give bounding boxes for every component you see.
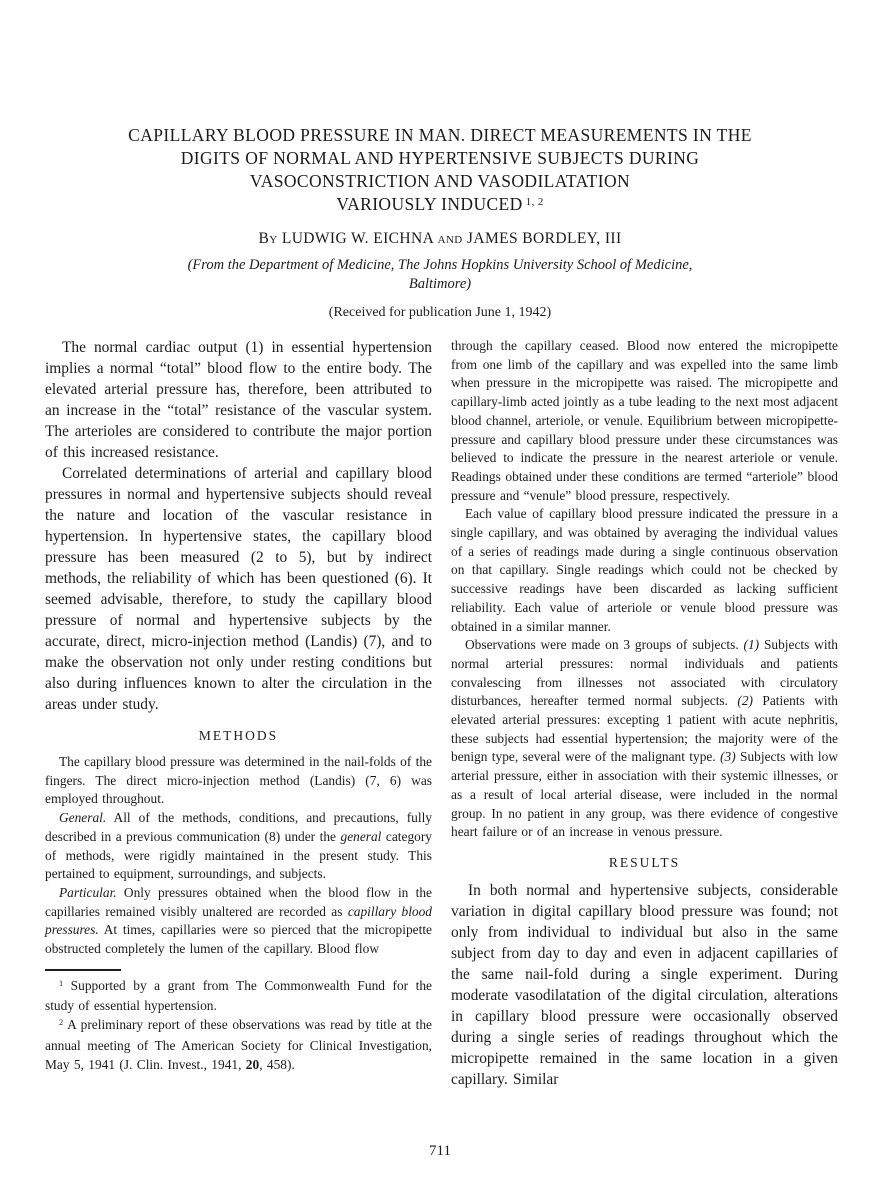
right-column bbox=[451, 337, 838, 1090]
section-heading-methods: METHODS bbox=[198, 728, 279, 743]
text-run: Particular. bbox=[59, 884, 117, 900]
left-column bbox=[45, 337, 432, 1090]
text-run: capillary blood pressures. bbox=[45, 903, 432, 938]
paper-title-line-4 bbox=[0, 193, 880, 219]
text-run: Each value of capillary blood pressure indicated the pressure in a single capillary, and was obtained by averaging the individual values of a series of readings made during a single continuous observation on that capillary. Single readings which could not be checked by successive readings have been discarded as lacking sufficient reliability. Each value of arteriole or venule blood pressure was obtained in a similar manner. bbox=[451, 506, 838, 634]
two-column-body bbox=[0, 337, 880, 1090]
text-run: through the capillary ceased. Blood now entered the micropipette from one limb of the capillary and was expelled into the same limb when pressure in the micropipette was raised. The micropipette and capillary-limb acted jointly as a tube leading to the next most adjacent blood channel, arteriole, or venule. Equilibrium between micropipette-pressure and capillary blood pressure under these circumstances was believed to indicate the pressure in the nearest arteriole or venule. Readings obtained under these conditions are termed “arteriole” blood pressure and “venule” blood pressure, respectively. bbox=[451, 338, 838, 503]
text-run: At times, capillaries were so pierced that the micropipette obstructed completely the lumen of the capillary. Blood flow bbox=[45, 922, 432, 957]
text-run: VARIOUSLY INDUCED bbox=[336, 194, 523, 214]
methods-continuation-paragraph bbox=[451, 337, 838, 505]
text-run: Supported by a grant from The Commonwealth Fund for the study of essential hypertension. bbox=[45, 977, 432, 1014]
text-run: LUDWIG W. EICHNA bbox=[277, 230, 438, 247]
text-run: VASOCONSTRICTION AND VASODILATATION bbox=[249, 171, 631, 191]
text-run: general bbox=[340, 828, 382, 844]
text-run: and bbox=[437, 230, 463, 247]
affiliation bbox=[0, 256, 880, 294]
text-run: (3) bbox=[720, 749, 736, 765]
text-run: 20 bbox=[245, 1056, 260, 1072]
footnote-separator bbox=[45, 969, 121, 971]
text-run: In both normal and hypertensive subjects, considerable variation in digital capillary blood pressure was found; not only from individual to individual but also in the same subject from day to day and even in adjacent capillaries of the same nail-fold during a single experiment. During moderate vasodilatation of the digital circulation, alterations in capillary blood pressure were occasionally observed during a single series of readings throughout which the micropipette remained in the same location in a given capillary. Similar bbox=[451, 881, 838, 1088]
superscript-marker: 1 bbox=[59, 979, 64, 988]
text-run: All of the methods, conditions, and precautions, fully described in a previous communication (8) under the bbox=[45, 810, 432, 844]
text-run: General. bbox=[59, 810, 107, 826]
superscript-marker: 1, 2 bbox=[522, 196, 544, 209]
text-run: Subjects with normal arterial pressures: normal individuals and patients convalescing from illnesses not associated with circulatory disturbances, hereafter termed normal subjects. bbox=[451, 637, 838, 709]
methods-paragraph-particular bbox=[45, 884, 432, 959]
methods-paragraph-1 bbox=[45, 753, 432, 809]
intro-paragraph-2 bbox=[45, 463, 432, 715]
paper-header bbox=[0, 0, 880, 321]
text-run: DIGITS OF NORMAL AND HYPERTENSIVE SUBJECTS DURING bbox=[180, 148, 700, 168]
affiliation-line-1: (From the Department of Medicine, The Johns Hopkins University School of Medicine, bbox=[187, 257, 693, 273]
paper-title-line-3 bbox=[0, 170, 880, 193]
page-number: 711 bbox=[429, 1143, 451, 1159]
text-run: JAMES BORDLEY, III bbox=[462, 230, 622, 247]
paper-title-line-2 bbox=[0, 147, 880, 170]
text-run: Patients with elevated arterial pressures: excepting 1 patient with acute nephritis, these subjects had essential hypertension; the majority were of the benign type, several were of the malignant type. bbox=[451, 693, 838, 765]
text-run: Correlated determinations of arterial and capillary blood pressures in normal and hypertensive subjects should reveal the nature and location of the vascular resistance in hypertension. In hypertensive states, the capillary blood pressure has been measured (2 to 5), but by indirect methods, the reliability of which has been questioned (6). It seemed advisable, therefore, to study the capillary blood pressure of normal and hypertensive subjects by the accurate, direct, micro-injection method (Landis) (7), and to make the observation not only under resting conditions but also during influences known to alter the circulation in the areas under study. bbox=[45, 465, 432, 713]
methods-paragraph-subject-groups bbox=[451, 636, 838, 842]
text-run: (2) bbox=[737, 693, 754, 709]
results-paragraph-1 bbox=[451, 880, 838, 1090]
text-run: CAPILLARY BLOOD PRESSURE IN MAN. DIRECT MEASUREMENTS IN THE bbox=[128, 125, 752, 145]
text-run: Observations were made on 3 groups of subjects. bbox=[465, 637, 744, 653]
footnote-2 bbox=[45, 1016, 432, 1074]
author-byline bbox=[0, 230, 880, 248]
methods-paragraph-general bbox=[45, 809, 432, 884]
paper-title-line-1 bbox=[0, 124, 880, 147]
received-date-line: (Received for publication June 1, 1942) bbox=[328, 305, 552, 320]
intro-paragraph-1 bbox=[45, 337, 432, 463]
text-run: The capillary blood pressure was determined in the nail-folds of the fingers. The direct micro-injection method (Landis) (7, 6) was employed throughout. bbox=[45, 754, 432, 807]
footnote-1 bbox=[45, 977, 432, 1016]
text-run: Only pressures obtained when the blood flow in the capillaries remained visibly unaltered are recorded as bbox=[45, 884, 432, 919]
text-run: category of methods, were rigidly maintained in the present study. This pertained to equipment, surroundings, and subjects. bbox=[45, 828, 432, 882]
text-run: By bbox=[258, 230, 278, 247]
affiliation-line-2: Baltimore) bbox=[408, 276, 472, 292]
text-run: The normal cardiac output (1) in essential hypertension implies a normal “total” blood flow to the entire body. The elevated arterial pressure has, therefore, been attributed to an increase in the “total” resistance of the vascular system. The arterioles are considered to contribute the major portion of this increased resistance. bbox=[45, 339, 432, 461]
section-heading-results: RESULTS bbox=[608, 854, 681, 870]
text-run: Subjects with low arterial pressure, either in association with their systemic illnesses, or as a result of local arterial disease, were included in the normal group. In no patient in any group, was there evidence of congestive heart failure or of an increase in venous pressure. bbox=[451, 749, 839, 840]
methods-paragraph-values bbox=[451, 505, 838, 636]
superscript-marker: 2 bbox=[59, 1018, 64, 1028]
text-run: A preliminary report of these observations was read by title at the annual meeting of The American Society for Clinical Investigation, May 5, 1941 (J. Clin. Invest., 1941, bbox=[45, 1017, 432, 1072]
text-run: , 458). bbox=[259, 1056, 295, 1072]
text-run: (1) bbox=[743, 637, 760, 653]
